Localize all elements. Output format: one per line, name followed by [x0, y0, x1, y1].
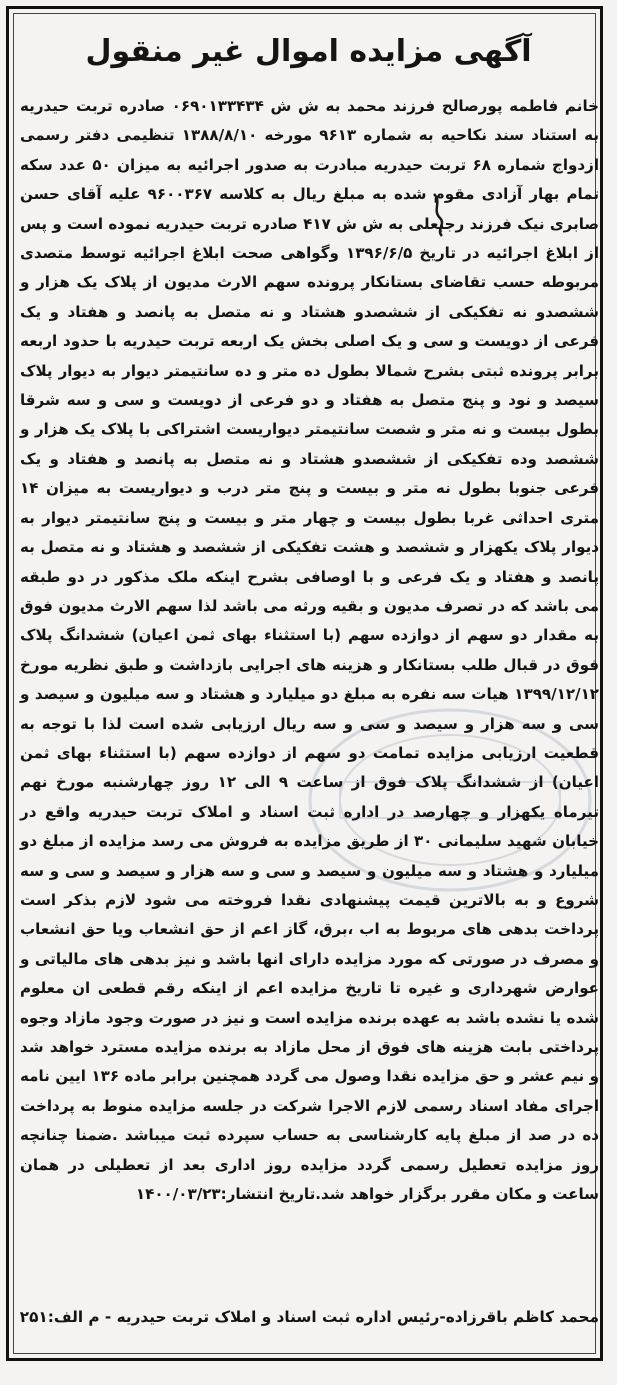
notice-title: آگهی مزایده اموال غیر منقول	[85, 34, 532, 69]
notice-signature: محمد کاظم باقرزاده-رئیس اداره ثبت اسناد و املاک تربت حیدریه - م الف:۲۵۱	[19, 1308, 599, 1326]
notice-body	[20, 92, 599, 1209]
notice-body-paragraph: خانم فاطمه پورصالح فرزند محمد به ش ش ۰۶۹۰۱۳۳۴۳۴ صادره تربت حیدریه به استناد سند نکاحیه به شماره ۹۶۱۳ مورخه ۱۳۸۸/۸/۱۰ تنظیمی دفتر رسمی ازدواج شماره ۶۸ تربت حیدریه مبادرت به صدور اجرائیه به میزان ۵۰ عدد سکه تمام بهار آزادی مقوم شده به مبلغ ریال به کلاسه ۹۶۰۰۳۶۷ علیه آقای حسن صابری نیک فرزند رجبعلی به ش ش ۴۱۷ صادره تربت حیدریه نموده است و پس از ابلاغ اجرائیه در تاریخ ۱۳۹۶/۶/۵ وگواهی صحت ابلاغ اجرائیه توسط متصدی مربوطه حسب تقاضای بستانکار پرونده سهم الارث مدیون از پلاک یک هزار و ششصدو نه تفکیکی از ششصدو هشتاد و نه متصل به پانصد و هفتاد و یک فرعی از دویست و سی و یک اصلی بخش یک اربعه تربت حیدریه با حدود اربعه برابر پرونده ثبتی بشرح شمالا بطول ده متر و ده سانتیمتر دیوار به دیوار پلاک سیصد و نود و پنج متصل به هفتاد و دو فرعی از دویست و سی و سه شرقا بطول بیست و نه متر و شصت سانتیمتر دیواریست اشتراکی با پلاک یک هزار و ششصد وده تفکیکی از ششصدو هشتاد و نه متصل به پانصد و هفتاد و یک فرعی جنوبا بطول نه متر و بیست و پنج متر درب و دیواریست به میزان ۱۴ متری احداثی غربا بطول بیست و چهار متر و بیست و پنج سانتیمتر دیوار به دیوار پلاک یکهزار و ششصد و هشت تفکیکی از ششصد و هشتاد و نه متصل به پانصد و هفتاد و یک فرعی و با اوصافی بشرح اینکه ملک مذکور در دو طبقه می باشد که در تصرف مدیون و بقیه ورثه می باشد لذا سهم الارث مدیون فوق به مقدار دو سهم از دوازده سهم (با استثناء بهای ثمن اعیان) ششدانگ پلاک فوق در قبال طلب بستانکار و هزینه های اجرایی بازداشت و طبق نظریه مورخ ۱۳۹۹/۱۲/۱۲ هیات سه نفره به مبلغ دو میلیارد و هشتاد و سه میلیون و سیصد و سی و سه هزار و سیصد و سی و سه ریال ارزیابی شده است لذا با توجه به قطعیت ارزیابی مزایده تمامت دو سهم از دوازده سهم (با استثناء بهای ثمن اعیان) از ششدانگ پلاک فوق از ساعت ۹ الی ۱۲ روز چهارشنبه مورخ نهم تیرماه یکهزار و چهارصد در اداره ثبت اسناد و املاک تربت حیدریه واقع در خیابان شهید سلیمانی ۳۰ از طریق مزایده به فروش می رسد مزایده از مبلغ دو میلیارد و هشتاد و سه میلیون و سیصد و سی و سه هزار و سیصد و سی و سه شروع و به بالاترین قیمت پیشنهادی نقدا فروخته می شود لازم بذکر است پرداخت بدهی های مربوط به اب ،برق، گاز اعم از حق انشعاب ویا حق انشعاب و مصرف در صورتی که مورد مزایده دارای انها باشد و نیز بدهی های مالیاتی و عوارض شهرداری و غیره تا تاریخ مزایده اعم از اینکه رقم قطعی ان معلوم شده یا نشده باشد به عهده برنده مزایده است و نیز در صورت وجود مازاد وجوه پرداختی بابت هزینه های فوق از محل مازاد به برنده مزایده مسترد خواهد شد و نیم عشر و حق مزایده نقدا وصول می گردد همچنین برابر ماده ۱۳۶ ایین نامه اجرای مفاد اسناد رسمی لازم الاجرا شرکت در جلسه مزایده منوط به پرداخت ده در صد از مبلغ پایه کارشناسی به حساب سپرده ثبت میباشد .ضمنا چنانچه روز مزایده تعطیل رسمی گردد مزایده روز اداری بعد از تعطیلی در همان ساعت و مکان مقرر برگزار خواهد شد.تاریخ انتشار:۱۴۰۰/۰۳/۲۳	[20, 97, 600, 1204]
pen-annotation-mark	[428, 192, 450, 238]
page-bottom-edge	[240, 1368, 360, 1382]
